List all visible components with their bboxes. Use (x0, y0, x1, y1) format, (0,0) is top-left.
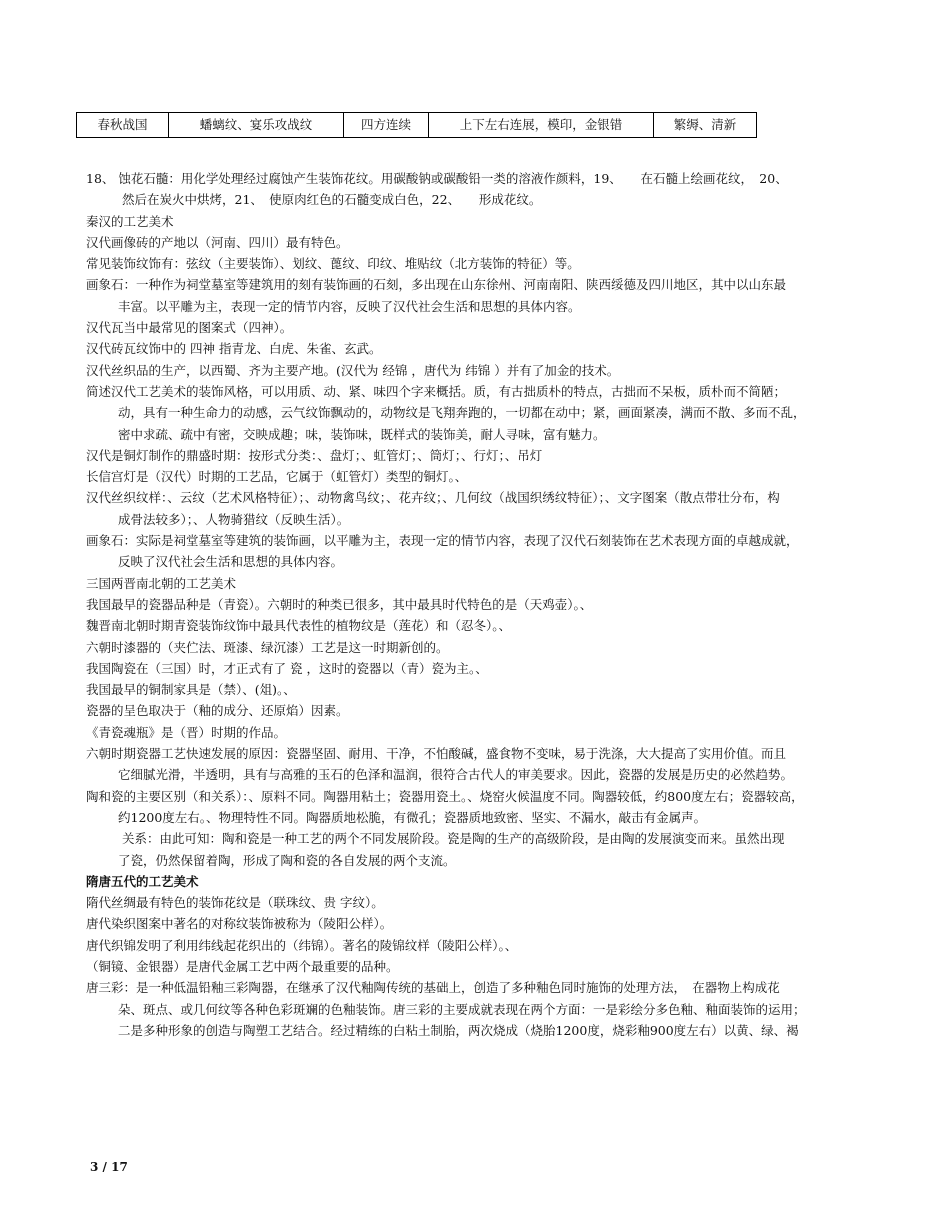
text-line: 六朝时漆器的（夹伫法、斑漆、绿沉漆）工艺是这一时期新创的。 (86, 639, 449, 655)
text-line: 汉代砖瓦纹饰中的 四神 指青龙、白虎、朱雀、玄武。 (86, 341, 382, 357)
text-line: 陶和瓷的主要区别（和关系）：、原料不同。陶器用粘土；瓷器用瓷土。、烧窑火候温度不同。陶器较低，约800度左右；瓷器较高， (86, 788, 804, 804)
section-heading: 隋唐五代的工艺美术 (86, 873, 199, 889)
section-heading: 秦汉的工艺美术 (86, 213, 174, 229)
text-line: 汉代丝织品的生产，以西蜀、齐为主要产地。(汉代为 经锦 ，唐代为 纬锦 ）并有了加金的技术。 (86, 362, 620, 378)
text-line: 然后在炭火中烘烤，21、 使原肉红色的石髓变成白色，22、 形成花纹。 (122, 192, 542, 208)
text-line: 常见装饰纹饰有：弦纹（主要装饰）、划纹、蓖纹、印纹、堆贴纹（北方装饰的特征）等。 (86, 256, 580, 272)
text-line: 画象石：一种作为祠堂墓室等建筑用的刻有装饰画的石刻，多出现在山东徐州、河南南阳、陕西绥德及四川地区，其中以山东最 (86, 277, 787, 293)
text-line: 六朝时期瓷器工艺快速发展的原因：瓷器坚固、耐用、干净，不怕酸碱，盛食物不变味，易于洗涤，大大提高了实用价值。而且 (86, 746, 787, 762)
text-line: 唐代染织图案中著名的对称纹装饰被称为（陵阳公样）。 (86, 916, 393, 932)
text-line: 《青瓷魂瓶》是（晋）时期的作品。 (86, 724, 287, 740)
text-line: 了瓷，仍然保留着陶，形成了陶和瓷的各自发展的两个支流。 (118, 852, 456, 868)
text-line: 唐代织锦发明了利用纬线起花织出的（纬锦）。著名的陵锦纹样（陵阳公样）。、 (86, 937, 518, 953)
text-line: 关系：由此可知：陶和瓷是一种工艺的两个不同发展阶段。瓷是陶的生产的高级阶段，是由陶的发展演变而来。虽然出现 (122, 831, 785, 847)
text-line: 我国最早的铜制家具是（禁）、(俎)。、 (86, 682, 296, 698)
text-line: 隋代丝绸最有特色的装饰花纹是（联珠纹、贵 字纹）。 (86, 895, 384, 911)
text-line: 我国陶瓷在（三国）时，才正式有了 瓷 ，这时的瓷器以（青）瓷为主。、 (86, 660, 488, 676)
text-line: 简述汉代工艺美术的装饰风格，可以用质、动、紧、味四个字来概括。质，有古拙质朴的特点，古拙而不呆板，质朴而不简陋； (86, 383, 787, 399)
body-text (86, 168, 876, 1041)
text-line: 动，具有一种生命力的动感，云气纹饰飘动的，动物纹是飞翔奔跑的，一切都在动中；紧，画面紧凑，满而不散、多而不乱， (118, 405, 806, 421)
text-line: 我国最早的瓷器品种是（青瓷）。六朝时的种类已很多，其中最具时代特色的是（天鸡壶）。、 (86, 596, 593, 612)
text-line: 汉代是铜灯制作的鼎盛时期：按形式分类：、盘灯；、虹管灯；、筒灯；、行灯；、吊灯 (86, 447, 543, 463)
text-line: 二是多种形象的创造与陶塑工艺结合。经过精练的白粘土制胎，两次烧成（烧胎1200度，烧彩釉900度左右）以黄、绿、褐 (118, 1022, 799, 1038)
table-cell-technique: 上下左右连展，模印，金银错 (429, 113, 654, 138)
text-line: 魏晋南北朝时期青瓷装饰纹饰中最具代表性的植物纹是（莲花）和（忍冬）。、 (86, 618, 512, 634)
table-cell-style: 繁缛、清新 (654, 113, 757, 138)
text-line: 它细腻光滑，半透明，具有与高雅的玉石的色泽和温润，很符合古代人的审美要求。因此，瓷器的发展是历史的必然趋势。 (118, 767, 794, 783)
text-line: 长信宫灯是（汉代）时期的工艺品，它属于（虹管灯）类型的铜灯。、 (86, 469, 468, 485)
text-line: 画象石：实际是祠堂墓室等建筑的装饰画，以平雕为主，表现一定的情节内容，表现了汉代石刻装饰在艺术表现方面的卓越成就， (86, 533, 799, 549)
text-line: 瓷器的呈色取决于（釉的成分、还原焰）因素。 (86, 703, 349, 719)
page-number: 3 / 17 (90, 1160, 128, 1174)
text-line: 丰富。以平雕为主，表现一定的情节内容，反映了汉代社会生活和思想的具体内容。 (118, 298, 581, 314)
text-line: 汉代瓦当中最常见的图案式（四神）。 (86, 320, 293, 336)
table-row (77, 113, 757, 138)
text-line: 18、 蚀花石髓：用化学处理经过腐蚀产生装饰花纹。用碳酸钠或碳酸铅一类的溶液作颜料，19、 在石髓上绘画花纹， 20、 (86, 171, 788, 186)
text-line: 反映了汉代社会生活和思想的具体内容。 (118, 554, 344, 570)
text-line: （铜镜、金银器）是唐代金属工艺中两个最重要的品种。 (86, 958, 399, 974)
table-cell-era: 春秋战国 (77, 113, 169, 138)
text-line: 约1200度左右。、物理特性不同。陶器质地松脆，有微孔；瓷器质地致密、坚实、不漏水，敲击有金属声。 (118, 809, 707, 825)
text-line: 朵、斑点、或几何纹等各种色彩斑斓的色釉装饰。唐三彩的主要成就表现在两个方面：一是彩绘分多色釉、釉面装饰的运用； (118, 1001, 806, 1017)
text-line: 成骨法较多）；、人物骑猎纹（反映生活）。 (118, 511, 350, 527)
text-line: 汉代丝织纹样：、云纹（艺术风格特征）；、动物禽鸟纹；、花卉纹；、几何纹（战国织绣纹特征）；、文字图案（散点带壮分布，构 (86, 490, 780, 506)
text-line: 汉代画像砖的产地以（河南、四川）最有特色。 (86, 234, 349, 250)
text-line: 唐三彩：是一种低温铅釉三彩陶器，在继承了汉代釉陶传统的基础上，创造了多种釉色同时施饰的处理方法， 在器物上构成花 (86, 980, 780, 996)
era-table (76, 112, 757, 138)
table-cell-pattern: 蟠螭纹、宴乐攻战纹 (169, 113, 344, 138)
text-line: 密中求疏、疏中有密，交映成趣；味，装饰味，既样式的装饰美，耐人寻味，富有魅力。 (118, 426, 606, 442)
section-heading: 三国两晋南北朝的工艺美术 (86, 575, 237, 591)
table-cell-layout: 四方连续 (344, 113, 429, 138)
